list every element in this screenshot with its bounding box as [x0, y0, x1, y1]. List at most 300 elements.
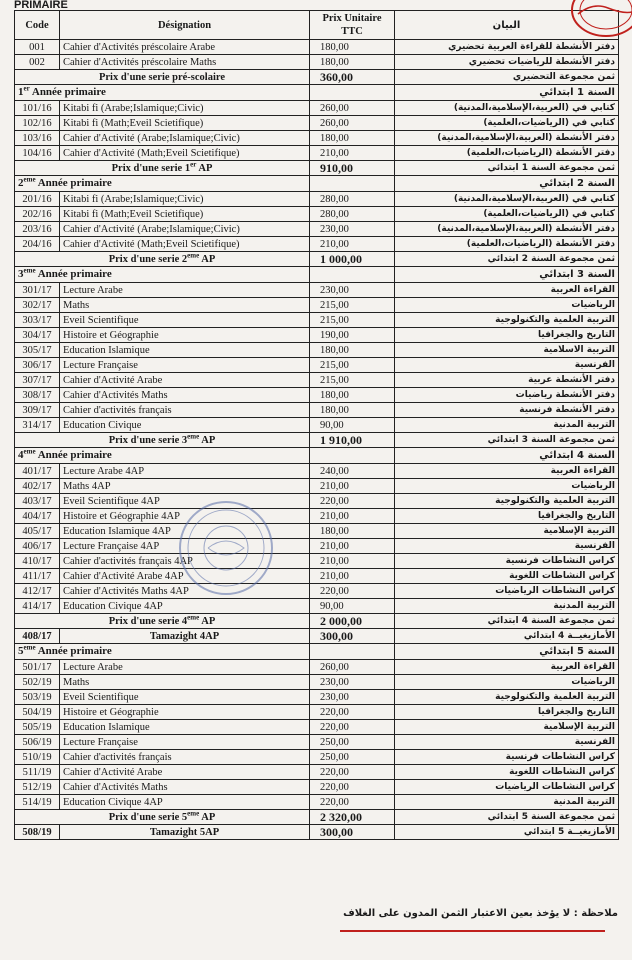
- item-price: 180,00: [310, 40, 395, 55]
- table-row: [15, 479, 619, 494]
- item-arabic-label: الرياضيات: [395, 479, 619, 494]
- table-row: [15, 55, 619, 70]
- series-total-text: Prix d'une serie 3: [108, 434, 188, 446]
- item-code: 304/17: [15, 328, 60, 343]
- series-total-suffix: eme: [187, 809, 200, 817]
- item-designation: Kitabi fi (Arabe;Islamique;Civic): [60, 101, 310, 116]
- item-code: 404/17: [15, 509, 60, 524]
- table-row: [15, 222, 619, 237]
- header-arabic: البيان: [395, 11, 619, 40]
- item-code: 314/17: [15, 418, 60, 433]
- item-arabic-label: كراس النشاطات فرنسية: [395, 750, 619, 765]
- item-arabic-label: دفتر الأنشطة للرياضيات تحضيري: [395, 55, 619, 70]
- item-arabic-label: كتابي في (الرياضيات،العلمية): [395, 207, 619, 222]
- table-row: [15, 494, 619, 509]
- item-arabic-label: دفتر الأنشطة (العربية،الإسلامية،المدنية): [395, 222, 619, 237]
- section-number: 2: [18, 177, 24, 189]
- series-total-text: Prix d'une serie 2: [108, 253, 188, 265]
- table-row: [15, 328, 619, 343]
- series-total-price: 2 000,00: [310, 614, 395, 629]
- section-arabic-title: السنة 5 ابتدائي: [395, 644, 619, 660]
- item-code: 302/17: [15, 298, 60, 313]
- item-designation: Cahier d'Activités Maths: [60, 780, 310, 795]
- item-designation: Cahier d'Activité Arabe 4AP: [60, 569, 310, 584]
- item-arabic-label: القراءة العربية: [395, 283, 619, 298]
- table-row: [15, 675, 619, 690]
- table-row: [15, 207, 619, 222]
- section-number: 5: [18, 645, 24, 657]
- item-code: 303/17: [15, 313, 60, 328]
- item-code: 508/19: [15, 825, 60, 840]
- item-designation: Tamazight 4AP: [60, 629, 310, 644]
- section-header-y3: [15, 267, 619, 283]
- item-price: 230,00: [310, 283, 395, 298]
- item-designation: Education Islamique: [60, 343, 310, 358]
- item-price: 300,00: [310, 825, 395, 840]
- table-row: [15, 146, 619, 161]
- item-price: 230,00: [310, 222, 395, 237]
- item-arabic-label: كتابي في (العربية،الإسلامية،المدنية): [395, 192, 619, 207]
- item-designation: Cahier d'Activité (Math;Eveil Scietifique): [60, 146, 310, 161]
- series-total-text: Prix d'une serie 1: [111, 162, 191, 174]
- series-total-arabic: ثمن مجموعة السنة 4 ابتدائي: [395, 614, 619, 629]
- series-total-text: Prix d'une serie 5: [108, 811, 188, 823]
- section-title-text: Année primaire: [31, 86, 106, 98]
- item-arabic-label: دفتر الأنشطة للقراءة العربية تحضيري: [395, 40, 619, 55]
- item-designation: Cahier d'Activité Arabe: [60, 765, 310, 780]
- item-code: 511/19: [15, 765, 60, 780]
- blue-stamp-seal: [176, 498, 276, 598]
- table-row: [15, 705, 619, 720]
- table-row: [15, 509, 619, 524]
- item-arabic-label: الفرنسية: [395, 735, 619, 750]
- item-price: 220,00: [310, 494, 395, 509]
- series-total-suffix: eme: [187, 613, 200, 621]
- item-code: 309/17: [15, 403, 60, 418]
- table-header: [15, 11, 619, 40]
- item-code: 103/16: [15, 131, 60, 146]
- item-code: 201/16: [15, 192, 60, 207]
- item-price: 180,00: [310, 55, 395, 70]
- item-price: 220,00: [310, 705, 395, 720]
- item-code: 408/17: [15, 629, 60, 644]
- item-price: 250,00: [310, 735, 395, 750]
- item-designation: Education Islamique: [60, 720, 310, 735]
- item-code: 514/19: [15, 795, 60, 810]
- table-row: [15, 464, 619, 479]
- series-total-row: [15, 614, 619, 629]
- series-total-row: [15, 161, 619, 176]
- item-price: 230,00: [310, 675, 395, 690]
- item-arabic-label: كراس النشاطات اللغوية: [395, 765, 619, 780]
- table-body: [15, 40, 619, 840]
- item-price: 210,00: [310, 539, 395, 554]
- item-designation: Cahier d'Activités préscolaire Arabe: [60, 40, 310, 55]
- item-arabic-label: التربية العلمية والتكنولوجية: [395, 313, 619, 328]
- item-price: 180,00: [310, 524, 395, 539]
- item-price: 180,00: [310, 343, 395, 358]
- item-designation: Cahier d'Activité Arabe: [60, 373, 310, 388]
- price-list-page: [14, 0, 618, 840]
- item-code: 102/16: [15, 116, 60, 131]
- item-designation: Tamazight 5AP: [60, 825, 310, 840]
- table-row: [15, 539, 619, 554]
- item-arabic-label: القراءة العربية: [395, 464, 619, 479]
- item-price: 190,00: [310, 328, 395, 343]
- section-price-empty: [310, 176, 395, 192]
- table-row: [15, 765, 619, 780]
- item-arabic-label: دفتر الأنشطة رياضيات: [395, 388, 619, 403]
- section-price-empty: [310, 85, 395, 101]
- item-price: 180,00: [310, 388, 395, 403]
- item-price: 215,00: [310, 373, 395, 388]
- section-title: [15, 448, 310, 464]
- item-designation: Histoire et Géographie 4AP: [60, 509, 310, 524]
- item-arabic-label: التربية المدنية: [395, 599, 619, 614]
- item-price: 90,00: [310, 418, 395, 433]
- item-code: 501/17: [15, 660, 60, 675]
- section-number-suffix: eme: [23, 643, 36, 652]
- item-designation: Kitabi fi (Math;Eveil Scietifique): [60, 116, 310, 131]
- item-designation: Education Civique: [60, 418, 310, 433]
- item-arabic-label: التربية العلمية والتكنولوجية: [395, 690, 619, 705]
- item-designation: Maths 4AP: [60, 479, 310, 494]
- item-code: 305/17: [15, 343, 60, 358]
- section-arabic-title: السنة 1 ابتدائي: [395, 85, 619, 101]
- series-total-row: [15, 252, 619, 267]
- series-total-level: AP: [201, 253, 216, 265]
- item-price: 220,00: [310, 584, 395, 599]
- series-total-label: [15, 70, 310, 85]
- item-designation: Lecture Française 4AP: [60, 539, 310, 554]
- series-total-price: 1 910,00: [310, 433, 395, 448]
- item-arabic-label: القراءة العربية: [395, 660, 619, 675]
- section-arabic-title: السنة 3 ابتدائي: [395, 267, 619, 283]
- table-row: [15, 313, 619, 328]
- table-row: [15, 283, 619, 298]
- series-total-level: AP: [201, 811, 216, 823]
- table-row: [15, 735, 619, 750]
- header-price-line2: TTC: [341, 26, 363, 37]
- series-total-price: 910,00: [310, 161, 395, 176]
- item-designation: Eveil Scientifique: [60, 690, 310, 705]
- section-number-suffix: er: [23, 84, 30, 93]
- item-arabic-label: الأمازيغيــة 4 ابتدائي: [395, 629, 619, 644]
- item-designation: Cahier d'Activités préscolaire Maths: [60, 55, 310, 70]
- item-designation: Cahier d'Activité (Arabe;Islamique;Civic): [60, 131, 310, 146]
- item-designation: Maths: [60, 298, 310, 313]
- item-price: 220,00: [310, 780, 395, 795]
- item-designation: Cahier d'activités français: [60, 403, 310, 418]
- item-code: 410/17: [15, 554, 60, 569]
- series-total-label: [15, 810, 310, 825]
- item-code: 202/16: [15, 207, 60, 222]
- item-code: 002: [15, 55, 60, 70]
- table-row: [15, 40, 619, 55]
- item-code: 411/17: [15, 569, 60, 584]
- item-price: 210,00: [310, 146, 395, 161]
- table-row: [15, 660, 619, 675]
- section-arabic-title: السنة 2 ابتدائي: [395, 176, 619, 192]
- section-header-y2: [15, 176, 619, 192]
- item-code: 401/17: [15, 464, 60, 479]
- section-title-text: Année primaire: [37, 268, 112, 280]
- item-code: 504/19: [15, 705, 60, 720]
- item-designation: Eveil Scientifique: [60, 313, 310, 328]
- item-arabic-label: التربية العلمية والتكنولوجية: [395, 494, 619, 509]
- item-designation: Cahier d'Activités Maths 4AP: [60, 584, 310, 599]
- item-price: 300,00: [310, 629, 395, 644]
- item-designation: Kitabi fi (Arabe;Islamique;Civic): [60, 192, 310, 207]
- section-number: 1: [18, 86, 24, 98]
- item-arabic-label: الرياضيات: [395, 675, 619, 690]
- item-price: 215,00: [310, 313, 395, 328]
- item-arabic-label: التربية الإسلامية: [395, 524, 619, 539]
- item-price: 90,00: [310, 599, 395, 614]
- section-number-suffix: eme: [23, 266, 36, 275]
- table-row: [15, 554, 619, 569]
- section-title: [15, 176, 310, 192]
- item-price: 260,00: [310, 101, 395, 116]
- series-total-text: Prix d'une serie 4: [108, 615, 188, 627]
- item-price: 220,00: [310, 765, 395, 780]
- section-title: [15, 85, 310, 101]
- series-total-row: [15, 810, 619, 825]
- item-arabic-label: الفرنسية: [395, 358, 619, 373]
- item-code: 503/19: [15, 690, 60, 705]
- series-total-price: 360,00: [310, 70, 395, 85]
- section-arabic-title: السنة 4 ابتدائي: [395, 448, 619, 464]
- item-arabic-label: كتابي في (العربية،الإسلامية،المدنية): [395, 101, 619, 116]
- series-total-arabic: ثمن مجموعة السنة 1 ابتدائي: [395, 161, 619, 176]
- item-designation: Cahier d'Activité (Arabe;Islamique;Civic): [60, 222, 310, 237]
- series-total-price: 1 000,00: [310, 252, 395, 267]
- series-total-arabic: ثمن مجموعة التحضيري: [395, 70, 619, 85]
- item-code: 406/17: [15, 539, 60, 554]
- item-arabic-label: التاريخ والجغرافيا: [395, 328, 619, 343]
- item-designation: Cahier d'Activité (Math;Eveil Scietifique): [60, 237, 310, 252]
- series-total-label: [15, 252, 310, 267]
- item-designation: Lecture Française: [60, 358, 310, 373]
- section-number: 3: [18, 268, 24, 280]
- table-row: [15, 237, 619, 252]
- item-code: 308/17: [15, 388, 60, 403]
- item-arabic-label: التربية المدنية: [395, 418, 619, 433]
- red-stamp-seal: [548, 0, 632, 40]
- item-code: 306/17: [15, 358, 60, 373]
- section-title: [15, 267, 310, 283]
- series-total-arabic: ثمن مجموعة السنة 5 ابتدائي: [395, 810, 619, 825]
- tamazight-row: [15, 629, 619, 644]
- section-price-empty: [310, 448, 395, 464]
- series-total-arabic: ثمن مجموعة السنة 3 ابتدائي: [395, 433, 619, 448]
- table-row: [15, 388, 619, 403]
- item-designation: Kitabi fi (Math;Eveil Scietifique): [60, 207, 310, 222]
- item-code: 412/17: [15, 584, 60, 599]
- item-code: 402/17: [15, 479, 60, 494]
- table-row: [15, 101, 619, 116]
- table-row: [15, 403, 619, 418]
- item-designation: Education Islamique 4AP: [60, 524, 310, 539]
- item-price: 250,00: [310, 750, 395, 765]
- series-total-level: AP: [201, 434, 216, 446]
- table-row: [15, 720, 619, 735]
- item-code: 403/17: [15, 494, 60, 509]
- item-code: 505/19: [15, 720, 60, 735]
- header-designation: Désignation: [60, 11, 310, 40]
- table-row: [15, 298, 619, 313]
- table-row: [15, 795, 619, 810]
- section-number: 4: [18, 449, 24, 461]
- table-row: [15, 780, 619, 795]
- item-arabic-label: التربية الاسلامية: [395, 343, 619, 358]
- series-total-row: [15, 433, 619, 448]
- item-designation: Education Civique 4AP: [60, 795, 310, 810]
- item-price: 180,00: [310, 403, 395, 418]
- item-code: 512/19: [15, 780, 60, 795]
- item-designation: Lecture Arabe: [60, 283, 310, 298]
- item-price: 180,00: [310, 131, 395, 146]
- item-designation: Eveil Scientifique 4AP: [60, 494, 310, 509]
- series-total-suffix: eme: [187, 432, 200, 440]
- item-arabic-label: التاريخ والجغرافيا: [395, 509, 619, 524]
- item-arabic-label: التربية الإسلامية: [395, 720, 619, 735]
- item-designation: Education Civique 4AP: [60, 599, 310, 614]
- footer-note: ملاحظة : لا يؤخذ بعين الاعتبار الثمن المدون على الغلاف: [343, 908, 618, 919]
- note-underline: [340, 930, 605, 932]
- table-row: [15, 131, 619, 146]
- section-price-empty: [310, 644, 395, 660]
- item-arabic-label: دفتر الأنشطة فرنسية: [395, 403, 619, 418]
- item-price: 280,00: [310, 207, 395, 222]
- series-total-label: [15, 433, 310, 448]
- item-code: 502/19: [15, 675, 60, 690]
- item-arabic-label: الرياضيات: [395, 298, 619, 313]
- section-title: [15, 644, 310, 660]
- table-row: [15, 343, 619, 358]
- table-row: [15, 524, 619, 539]
- section-header-y1: [15, 85, 619, 101]
- series-total-row: [15, 70, 619, 85]
- section-number-suffix: eme: [23, 175, 36, 184]
- item-code: 204/16: [15, 237, 60, 252]
- item-designation: Cahier d'activités français: [60, 750, 310, 765]
- table-row: [15, 584, 619, 599]
- series-total-label: [15, 614, 310, 629]
- section-header-y4: [15, 448, 619, 464]
- series-total-level: AP: [201, 615, 216, 627]
- table-row: [15, 569, 619, 584]
- series-total-text: Prix d'une serie pré-scolaire: [98, 71, 226, 83]
- table-row: [15, 690, 619, 705]
- series-total-price: 2 320,00: [310, 810, 395, 825]
- item-code: 101/16: [15, 101, 60, 116]
- item-designation: Lecture Française: [60, 735, 310, 750]
- item-price: 260,00: [310, 660, 395, 675]
- section-title-text: Année primaire: [37, 645, 112, 657]
- item-price: 280,00: [310, 192, 395, 207]
- item-arabic-label: الأمازيغيــة 5 ابتدائي: [395, 825, 619, 840]
- item-price: 220,00: [310, 720, 395, 735]
- section-number-suffix: eme: [23, 447, 36, 456]
- item-arabic-label: كراس النشاطات الرياضيات: [395, 780, 619, 795]
- item-price: 210,00: [310, 554, 395, 569]
- item-arabic-label: دفتر الأنشطة (الرياضيات،العلمية): [395, 146, 619, 161]
- item-price: 260,00: [310, 116, 395, 131]
- item-price: 215,00: [310, 358, 395, 373]
- item-code: 506/19: [15, 735, 60, 750]
- item-code: 301/17: [15, 283, 60, 298]
- table-row: [15, 192, 619, 207]
- series-total-level: AP: [198, 162, 213, 174]
- item-code: 203/16: [15, 222, 60, 237]
- item-arabic-label: التاريخ والجغرافيا: [395, 705, 619, 720]
- series-total-suffix: er: [190, 160, 197, 168]
- table-row: [15, 358, 619, 373]
- item-price: 210,00: [310, 569, 395, 584]
- table-row: [15, 599, 619, 614]
- item-code: 414/17: [15, 599, 60, 614]
- item-arabic-label: دفتر الأنشطة عربية: [395, 373, 619, 388]
- item-price: 230,00: [310, 690, 395, 705]
- table-row: [15, 373, 619, 388]
- item-designation: Cahier d'Activités Maths: [60, 388, 310, 403]
- table-row: [15, 750, 619, 765]
- item-designation: Cahier d'activités français 4AP: [60, 554, 310, 569]
- item-price: 220,00: [310, 795, 395, 810]
- series-total-suffix: eme: [187, 251, 200, 259]
- item-price: 210,00: [310, 479, 395, 494]
- series-total-label: [15, 161, 310, 176]
- item-arabic-label: كراس النشاطات اللغوية: [395, 569, 619, 584]
- table-row: [15, 116, 619, 131]
- item-price: 215,00: [310, 298, 395, 313]
- item-designation: Maths: [60, 675, 310, 690]
- item-code: 307/17: [15, 373, 60, 388]
- header-price: [310, 11, 395, 40]
- item-arabic-label: كراس النشاطات فرنسية: [395, 554, 619, 569]
- item-code: 510/19: [15, 750, 60, 765]
- series-total-arabic: ثمن مجموعة السنة 2 ابتدائي: [395, 252, 619, 267]
- item-designation: Histoire et Géographie: [60, 328, 310, 343]
- item-price: 210,00: [310, 237, 395, 252]
- section-price-empty: [310, 267, 395, 283]
- section-title-text: Année primaire: [37, 177, 112, 189]
- item-arabic-label: كراس النشاطات الرياضيات: [395, 584, 619, 599]
- header-price-line1: Prix Unitaire: [322, 13, 382, 24]
- item-designation: Histoire et Géographie: [60, 705, 310, 720]
- header-code: Code: [15, 11, 60, 40]
- table-row: [15, 418, 619, 433]
- item-code: 405/17: [15, 524, 60, 539]
- section-title-text: Année primaire: [37, 449, 112, 461]
- item-arabic-label: دفتر الأنشطة (العربية،الإسلامية،المدنية): [395, 131, 619, 146]
- item-arabic-label: دفتر الأنشطة (الرياضيات،العلمية): [395, 237, 619, 252]
- item-price: 240,00: [310, 464, 395, 479]
- item-designation: Lecture Arabe: [60, 660, 310, 675]
- item-arabic-label: التربية المدنية: [395, 795, 619, 810]
- tamazight-row: [15, 825, 619, 840]
- item-designation: Lecture Arabe 4AP: [60, 464, 310, 479]
- item-arabic-label: الفرنسية: [395, 539, 619, 554]
- price-table: [14, 10, 619, 840]
- item-price: 210,00: [310, 509, 395, 524]
- section-header-y5: [15, 644, 619, 660]
- page-title: PRIMAIRE: [14, 0, 68, 11]
- item-code: 104/16: [15, 146, 60, 161]
- item-code: 001: [15, 40, 60, 55]
- item-arabic-label: كتابي في (الرياضيات،العلمية): [395, 116, 619, 131]
